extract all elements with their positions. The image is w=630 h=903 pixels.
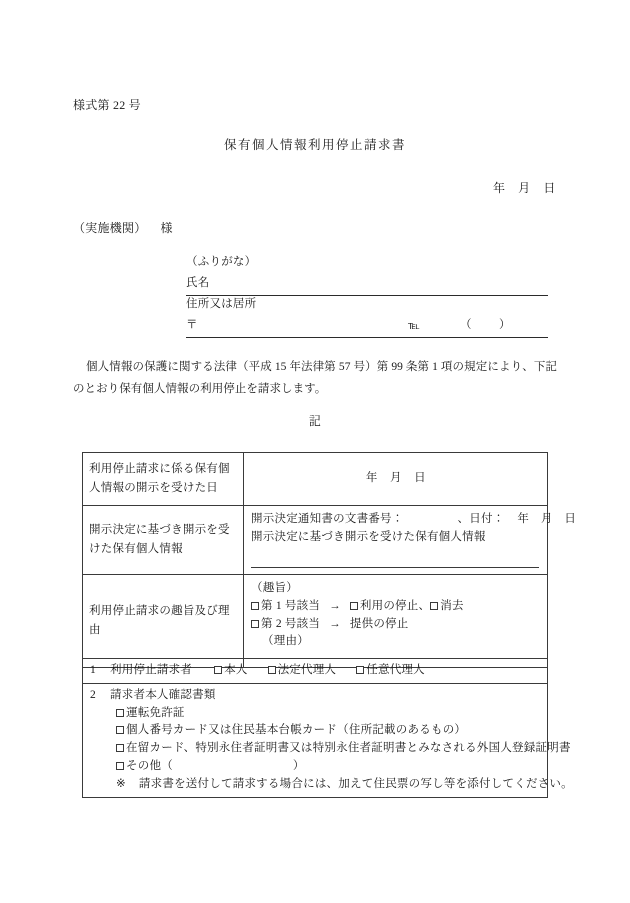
arrow-right-icon: → — [329, 599, 341, 612]
requester-type-label: 利用停止請求者 — [110, 664, 193, 676]
checkbox-erase-icon[interactable] — [430, 602, 438, 610]
requester-type-row[interactable] — [90, 662, 541, 680]
purpose-reason-label-cell — [83, 575, 244, 668]
ki-marker: 記 — [308, 414, 322, 428]
reason-heading: （理由） — [262, 635, 309, 648]
identity-documents-label: 請求者本人確認書類 — [110, 688, 216, 701]
checkbox-clause-1-icon[interactable] — [251, 602, 259, 610]
checkbox-residence-card-icon[interactable] — [116, 744, 124, 752]
checkbox-clause-2-icon[interactable] — [251, 620, 259, 628]
disclosure-received-date-input[interactable]: 年 月 日 — [365, 472, 427, 484]
addressee-organization: （実施機関） — [73, 221, 147, 235]
tel-paren-close: ） — [499, 319, 511, 332]
checkbox-other-icon[interactable] — [116, 762, 124, 770]
table-row — [83, 683, 548, 797]
identity-documents-number: 2 — [90, 688, 96, 701]
table-row — [83, 659, 548, 684]
address-label: 住所又は居所 — [186, 298, 257, 311]
telephone-label: ℡ — [408, 319, 421, 332]
checkbox-suspend-use-icon[interactable] — [350, 602, 358, 610]
checkbox-drivers-license-icon[interactable] — [116, 709, 124, 717]
postal-code-label: 〒 — [186, 319, 198, 332]
name-row[interactable] — [186, 274, 548, 296]
note-mark-icon: ※ — [116, 777, 126, 790]
notice-document-number-label: 開示決定通知書の文書番号： — [251, 513, 404, 525]
identity-doc-option-residence-card[interactable] — [90, 740, 571, 758]
identity-doc-other-close-paren: ） — [292, 760, 305, 773]
legal-basis-text: 個人情報の保護に関する法律（平成 15 年法律第 57 号）第 99 条第 1 項の規定により、下記のとおり保有個人情報の利用停止を請求します。 — [73, 361, 557, 396]
disclosed-info-write-rule[interactable] — [251, 550, 539, 568]
form-number: 様式第 22 号 — [73, 98, 141, 112]
identity-doc-label-other: その他（ — [126, 760, 173, 773]
legal-basis-paragraph — [73, 356, 557, 401]
requester-option-statutory-agent: 法定代理人 — [277, 664, 337, 676]
reason-heading-row — [251, 633, 541, 651]
purpose-option-1-result-2: 消去 — [440, 599, 464, 612]
purpose-heading: （趣旨） — [251, 582, 298, 594]
table-row — [83, 506, 548, 575]
purpose-option-2-result: 提供の停止 — [349, 617, 409, 630]
arrow-right-icon-2: → — [329, 617, 341, 630]
disclosed-info-description: 開示決定に基づき開示を受けた保有個人情報 — [251, 530, 486, 543]
purpose-option-2-label: 第 2 号該当 — [261, 617, 321, 630]
requester-type-cell[interactable] — [83, 659, 548, 684]
purpose-reason-value-cell[interactable] — [244, 575, 548, 668]
table-row — [83, 453, 548, 506]
identity-documents-cell[interactable] — [83, 683, 573, 797]
identity-doc-label-license: 運転免許証 — [126, 706, 185, 719]
purpose-reason-label: 利用停止請求の趣旨及び理由 — [89, 605, 230, 636]
furigana-row — [186, 255, 548, 274]
zip-tel-row[interactable] — [186, 316, 548, 338]
purpose-option-1-result-1: 利用の停止、 — [359, 599, 431, 612]
page-title: 保有個人情報利用停止請求書 — [223, 138, 406, 152]
table-row — [83, 575, 548, 668]
checkbox-statutory-agent-icon[interactable] — [268, 666, 276, 674]
tel-paren-open: （ — [460, 319, 472, 332]
submission-date-line: 年 月 日 — [492, 181, 556, 195]
purpose-option-1-row[interactable] — [251, 598, 541, 616]
checkbox-self-icon[interactable] — [214, 666, 222, 674]
disclosed-info-value-cell[interactable] — [244, 506, 577, 575]
identity-doc-label-mynumber: 個人番号カード又は住民基本台帳カード（住所記載のあるもの） — [126, 724, 467, 737]
identity-doc-label-residence-card: 在留カード、特別永住者証明書又は特別永住者証明書とみなされる外国人登録証明書 — [126, 742, 571, 755]
disclosed-info-label-cell — [83, 506, 244, 575]
disclosure-received-date-label-cell — [83, 453, 244, 506]
applicant-block — [186, 255, 548, 338]
notice-document-number-line[interactable] — [251, 511, 577, 529]
identity-doc-option-mynumber[interactable] — [90, 722, 541, 740]
checkbox-voluntary-agent-icon[interactable] — [356, 666, 364, 674]
verification-note-text: 請求書を送付して請求する場合には、加えて住民票の写し等を添付してください。 — [138, 777, 573, 790]
verification-table — [82, 658, 573, 798]
name-label: 氏名 — [186, 277, 210, 290]
furigana-label: （ふりがな） — [186, 256, 257, 269]
disclosure-received-date-value-cell[interactable] — [244, 453, 548, 506]
purpose-option-1-label: 第 1 号該当 — [261, 599, 321, 612]
notice-date-value[interactable]: 年 月 日 — [517, 513, 577, 525]
addressee-honorific: 様 — [160, 221, 173, 235]
notice-date-label: 、日付： — [457, 513, 505, 525]
requester-option-self: 本人 — [224, 664, 248, 676]
verification-note-row — [90, 776, 573, 794]
requester-option-voluntary-agent: 任意代理人 — [366, 664, 425, 676]
disclosure-received-date-label: 利用停止請求に係る保有個人情報の開示を受けた日 — [89, 463, 230, 494]
addressee-line — [73, 219, 173, 238]
main-form-table — [82, 452, 577, 668]
disclosed-info-label: 開示決定に基づき開示を受けた保有個人情報 — [89, 524, 230, 555]
requester-type-number: 1 — [90, 664, 96, 676]
identity-doc-option-license[interactable] — [90, 705, 541, 723]
identity-doc-option-other[interactable] — [90, 758, 541, 776]
purpose-option-2-row[interactable] — [251, 616, 541, 634]
checkbox-mynumber-card-icon[interactable] — [116, 726, 124, 734]
address-row — [186, 296, 548, 316]
identity-documents-heading-row — [90, 687, 541, 705]
